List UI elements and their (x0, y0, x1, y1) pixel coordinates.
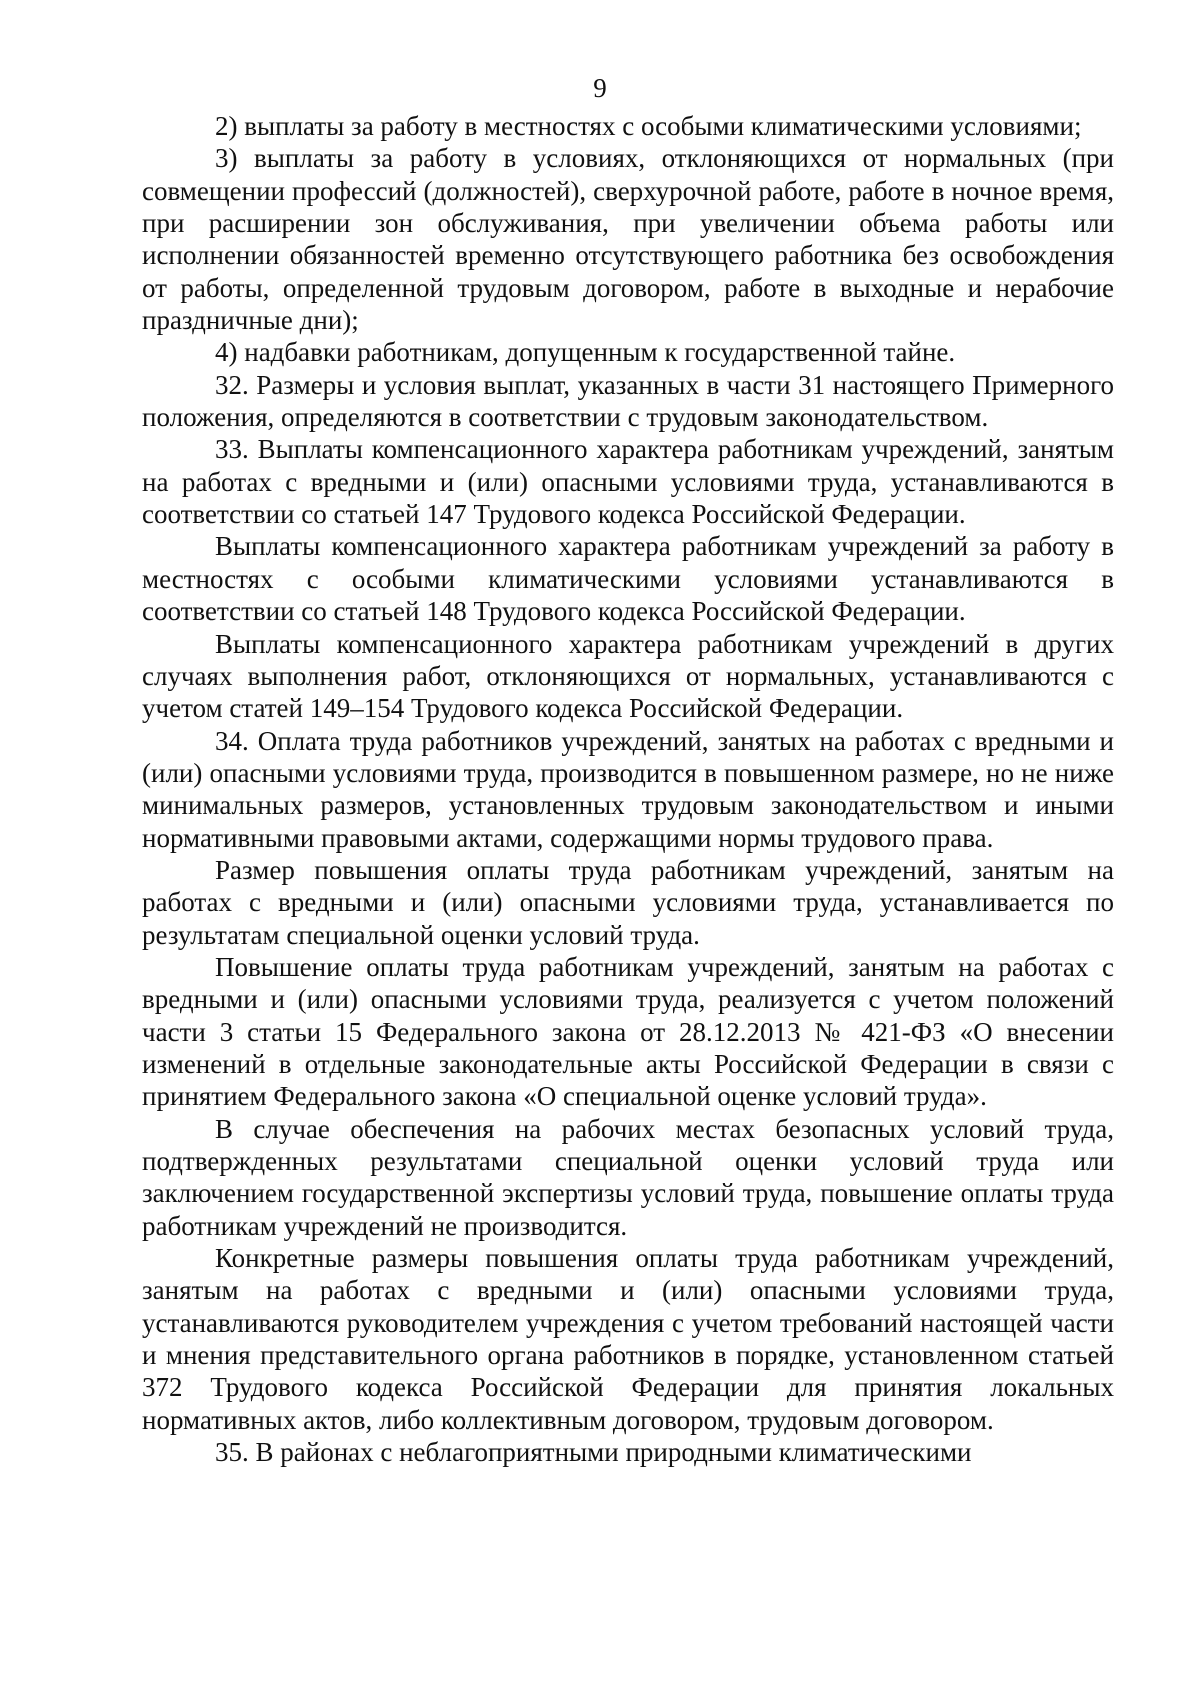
paragraph: 34. Оплата труда работников учреждений, занятых на работах с вредными и (или) опасными условиями труда, производится в повышенном размере, но не ниже минимальных размеров, установленных трудовым законодательством и иными нормативными правовыми актами, содержащими нормы трудового права. (142, 725, 1114, 853)
paragraph: В случае обеспечения на рабочих местах безопасных условий труда, подтвержденных результатами специальной оценки условий труда или заключением государственной экспертизы условий труда, повышение оплаты труда работникам учреждений не производится. (142, 1113, 1114, 1241)
paragraph-last: 35. В районах с неблагоприятными природными климатическими (215, 1437, 972, 1468)
paragraph: 3) выплаты за работу в условиях, отклоняющихся от нормальных (при совмещении профессий (должностей), сверхурочной работе, работе в ночное время, при расширении зон обслуживания, при увеличении объема работы или исполнении обязанностей временно отсутствующего работника без освобождения от работы, определенной трудовым договором, работе в выходные и нерабочие праздничные дни); (142, 143, 1114, 336)
paragraph: Размер повышения оплаты труда работникам учреждений, занятым на работах с вредными и (или) опасными условиями труда, устанавливается по результатам специальной оценки условий труда. (142, 854, 1114, 950)
paragraph: 2) выплаты за работу в местностях с особыми климатическими условиями; (215, 111, 1082, 141)
paragraph: Повышение оплаты труда работникам учреждений, занятым на работах с вредными и (или) опасными условиями труда, реализуется с учетом положений части 3 статьи 15 Федерального закона от 28.12.2013 № 421-ФЗ «О внесении изменений в отдельные законодательные акты Российской Федерации в связи с принятием Федерального закона «О специальной оценке условий труда». (142, 951, 1114, 1112)
paragraph: 32. Размеры и условия выплат, указанных в части 31 настоящего Примерного положения, определяются в соответствии с трудовым законодательством. (142, 369, 1114, 433)
paragraph: Выплаты компенсационного характера работникам учреждений за работу в местностях с особыми климатическими условиями устанавливаются в соответствии со статьей 148 Трудового кодекса Российской Федерации. (142, 531, 1114, 627)
page-number: 9 (593, 73, 607, 103)
paragraph: 33. Выплаты компенсационного характера работникам учреждений, занятым на работах с вредными и (или) опасными условиями труда, устанавливаются в соответствии со статьей 147 Трудового кодекса Российской Федерации. (142, 434, 1114, 530)
paragraph: Конкретные размеры повышения оплаты труда работникам учреждений, занятым на работах с вредными и (или) опасными условиями труда, устанавливаются руководителем учреждения с учетом требований настоящей части и мнения представительного органа работников в порядке, установленном статьей 372 Трудового кодекса Российской Федерации для принятия локальных нормативных актов, либо коллективным договором, трудовым договором. (142, 1243, 1114, 1435)
document-body (142, 110, 1114, 1468)
paragraph: 4) надбавки работникам, допущенным к государственной тайне. (215, 337, 956, 368)
paragraph: Выплаты компенсационного характера работникам учреждений в других случаях выполнения работ, отклоняющихся от нормальных, устанавливаются с учетом статей 149–154 Трудового кодекса Российской Федерации. (142, 628, 1114, 724)
